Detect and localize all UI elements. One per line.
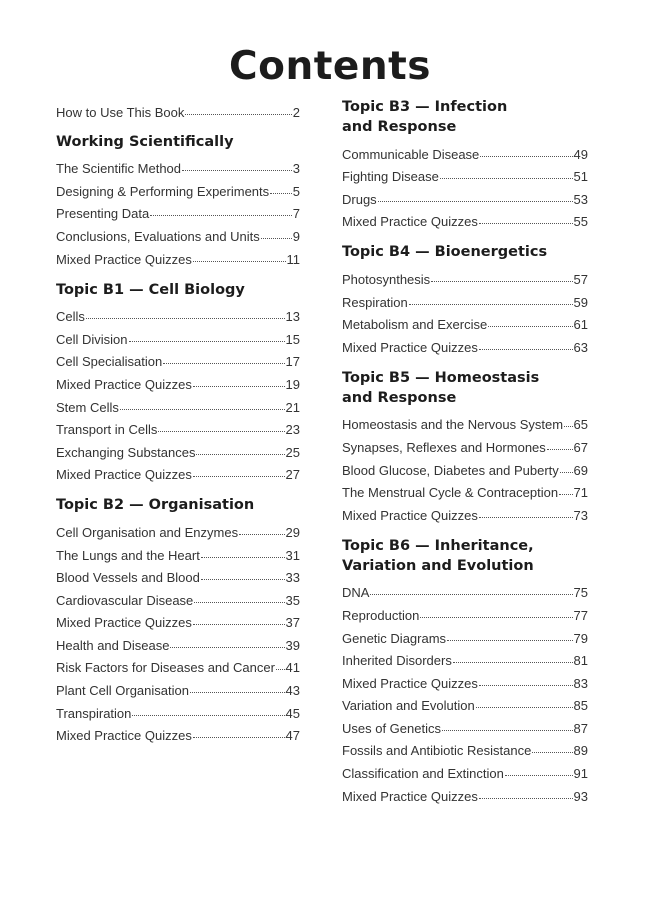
dot-leader [488, 326, 572, 327]
toc-page-number: 7 [292, 206, 300, 222]
toc-entry-label: Transpiration [56, 705, 132, 721]
toc-entry-label: Mixed Practice Quizzes [342, 214, 478, 230]
dot-leader [193, 737, 285, 738]
toc-entry-label: Transport in Cells [56, 422, 158, 438]
section-heading-line: Topic B4 — Bioenergetics [342, 244, 548, 261]
toc-entry-label: Designing & Performing Experiments [56, 183, 270, 199]
toc-page-number: 51 [573, 169, 588, 185]
toc-entry-label: Classification and Extinction [342, 766, 504, 782]
toc-page-number: 21 [285, 399, 300, 415]
toc-entry-blood-vessels-and-blood[interactable] [56, 563, 300, 586]
toc-entry-label: Mixed Practice Quizzes [56, 467, 192, 483]
toc-page-number: 77 [573, 607, 588, 623]
toc-entry-label: The Scientific Method [56, 161, 182, 177]
toc-page-number: 19 [285, 376, 300, 392]
dot-leader [547, 449, 573, 450]
toc-entry-homeostasis-and-the-nervous-system[interactable] [342, 410, 588, 433]
toc-entry-label: Presenting Data [56, 206, 150, 222]
toc-entry-exchanging-substances[interactable] [56, 437, 300, 460]
toc-entry-uses-of-genetics[interactable] [342, 713, 588, 736]
toc-page-number: 69 [573, 462, 588, 478]
dot-leader [193, 624, 285, 625]
toc-page-number: 23 [285, 422, 300, 438]
toc-entry-cells[interactable] [56, 302, 300, 325]
toc-entry-mixed-practice-quizzes[interactable] [342, 332, 588, 355]
toc-entry-cell-specialisation[interactable] [56, 347, 300, 370]
section-heading-line: Variation and Evolution [342, 557, 534, 574]
toc-entry-label: Fossils and Antibiotic Resistance [342, 743, 532, 759]
toc-page-number: 93 [573, 788, 588, 804]
toc-entry-mixed-practice-quizzes[interactable] [56, 721, 300, 744]
toc-entry-fighting-disease[interactable] [342, 162, 588, 185]
dot-leader [420, 617, 572, 618]
dot-leader [185, 114, 291, 115]
toc-entry-cardiovascular-disease[interactable] [56, 585, 300, 608]
toc-page-number: 33 [285, 570, 300, 586]
section-heading [342, 536, 588, 576]
toc-entry-label: Mixed Practice Quizzes [56, 615, 192, 631]
toc-page-number: 59 [573, 294, 588, 310]
dot-leader [129, 341, 285, 342]
dot-leader [440, 178, 573, 179]
section-heading-line: and Response [342, 119, 457, 135]
toc-entry-metabolism-and-exercise[interactable] [342, 310, 588, 333]
toc-entry-label: Metabolism and Exercise [342, 317, 488, 333]
toc-page-number: 5 [292, 183, 300, 199]
toc-page-number: 15 [285, 331, 300, 347]
toc-page-number: 91 [573, 766, 588, 782]
toc-entry-genetic-diagrams[interactable] [342, 623, 588, 646]
toc-page-number: 61 [573, 317, 588, 333]
toc-page-number: 13 [285, 309, 300, 325]
toc-entry-label: Blood Glucose, Diabetes and Puberty [342, 462, 559, 478]
toc-entry-fossils-and-antibiotic-resistance[interactable] [342, 736, 588, 759]
dot-leader [532, 752, 572, 753]
section-heading-line: and Response [342, 389, 457, 406]
dot-leader [479, 223, 573, 224]
toc-entry-label: Mixed Practice Quizzes [342, 788, 478, 804]
toc-entry-label: Mixed Practice Quizzes [56, 376, 192, 392]
toc-entry-the-menstrual-cycle-contraception[interactable] [342, 478, 588, 501]
toc-entry-plant-cell-organisation[interactable] [56, 675, 300, 698]
toc-entry-label: Uses of Genetics [342, 720, 441, 736]
dot-leader [190, 692, 285, 693]
toc-entry-label: Stem Cells [56, 399, 119, 415]
dot-leader [479, 798, 573, 799]
toc-entry-intro[interactable] [56, 97, 300, 120]
toc-entry-reproduction[interactable] [342, 600, 588, 623]
section-heading [342, 97, 588, 137]
toc-page-number: 75 [573, 585, 588, 601]
page-title: Contents [229, 44, 431, 89]
toc-entry-label: How to Use This Book [56, 104, 185, 120]
toc-entry-label: Blood Vessels and Blood [56, 570, 200, 586]
section-heading-line: Topic B3 — Infection [342, 99, 508, 115]
toc-entry-label: Cardiovascular Disease [56, 592, 194, 608]
toc-entry-label: Mixed Practice Quizzes [56, 251, 192, 267]
toc-page-number: 65 [573, 417, 588, 433]
toc-entry-label: Mixed Practice Quizzes [342, 507, 478, 523]
section-heading: Working Scientifically [56, 133, 234, 150]
section-heading: Topic B2 — Organisation [56, 497, 255, 514]
toc-page-number: 79 [573, 630, 588, 646]
toc-page-number: 49 [573, 146, 588, 162]
dot-leader [560, 472, 573, 473]
toc-page-number: 47 [285, 728, 300, 744]
toc-page-number: 63 [573, 339, 588, 355]
dot-leader [193, 386, 285, 387]
dot-leader [158, 431, 284, 432]
toc-entry-cell-division[interactable] [56, 324, 300, 347]
toc-entry-drugs[interactable] [342, 184, 588, 207]
toc-entry-label: Mixed Practice Quizzes [342, 675, 478, 691]
toc-entry-mixed-practice-quizzes[interactable] [56, 460, 300, 483]
toc-page-number: 45 [285, 705, 300, 721]
dot-leader [378, 201, 573, 202]
toc-entry-risk-factors-for-diseases-and-cancer[interactable] [56, 653, 300, 676]
toc-entry-label: Photosynthesis [342, 271, 431, 287]
toc-section [342, 536, 588, 804]
dot-leader [163, 363, 284, 364]
toc-entry-label: Plant Cell Organisation [56, 683, 189, 699]
toc-entry-label: Fighting Disease [342, 169, 439, 185]
toc-page-number: 29 [285, 524, 300, 540]
left-column [56, 97, 300, 756]
toc-page-number: 41 [285, 660, 300, 676]
dot-leader [480, 156, 572, 157]
dot-leader [201, 579, 285, 580]
toc-entry-label: Mixed Practice Quizzes [56, 728, 192, 744]
toc-entry-label: Health and Disease [56, 637, 170, 653]
toc-page-number: 71 [573, 485, 588, 501]
toc-section [56, 280, 300, 483]
toc-entry-cell-organisation-and-enzymes[interactable] [56, 517, 300, 540]
dot-leader [170, 647, 284, 648]
toc-page-number: 31 [285, 547, 300, 563]
dot-leader [194, 602, 284, 603]
toc-entry-dna[interactable] [342, 578, 588, 601]
toc-entry-mixed-practice-quizzes[interactable] [56, 608, 300, 631]
toc-entry-inherited-disorders[interactable] [342, 646, 588, 669]
dot-leader [120, 409, 285, 410]
dot-leader [193, 261, 286, 262]
toc-page-number: 25 [285, 444, 300, 460]
toc-page-number: 27 [285, 467, 300, 483]
toc-section [342, 242, 588, 354]
dot-leader [476, 707, 573, 708]
toc-entry-mixed-practice-quizzes[interactable] [342, 500, 588, 523]
toc-section [56, 132, 300, 267]
dot-leader [132, 715, 284, 716]
toc-page-number: 17 [285, 354, 300, 370]
toc-entry-health-and-disease[interactable] [56, 630, 300, 653]
toc-entry-communicable-disease[interactable] [342, 139, 588, 162]
toc-page-number: 85 [573, 698, 588, 714]
toc-page-number: 67 [573, 439, 588, 455]
section-heading-line: Topic B6 — Inheritance, [342, 537, 534, 554]
toc-entry-label: Cell Division [56, 331, 128, 347]
toc-page-number: 2 [292, 104, 300, 120]
toc-page-number: 35 [285, 592, 300, 608]
toc-page-number: 57 [573, 271, 588, 287]
toc-page-number: 55 [573, 214, 588, 230]
toc-entry-label: Mixed Practice Quizzes [342, 339, 478, 355]
toc-entry-label: The Lungs and the Heart [56, 547, 200, 563]
toc-entry-label: Cell Organisation and Enzymes [56, 524, 239, 540]
toc-entry-mixed-practice-quizzes[interactable] [342, 668, 588, 691]
toc-entry-the-scientific-method[interactable] [56, 154, 300, 177]
toc-page-number: 3 [292, 161, 300, 177]
toc-entry-label: Homeostasis and the Nervous System [342, 417, 564, 433]
dot-leader [196, 454, 284, 455]
dot-leader [201, 557, 285, 558]
toc-entry-mixed-practice-quizzes[interactable] [342, 207, 588, 230]
dot-leader [370, 594, 572, 595]
toc-entry-blood-glucose-diabetes-and-puberty[interactable] [342, 455, 588, 478]
section-heading [342, 242, 588, 262]
dot-leader [182, 170, 292, 171]
dot-leader [193, 476, 285, 477]
toc-entry-label: Cell Specialisation [56, 354, 163, 370]
toc-page-number: 73 [573, 507, 588, 523]
toc-entry-transpiration[interactable] [56, 698, 300, 721]
toc-section [342, 368, 588, 523]
section-heading [342, 368, 588, 408]
toc-entry-stem-cells[interactable] [56, 392, 300, 415]
dot-leader [150, 215, 292, 216]
section-heading: Topic B1 — Cell Biology [56, 281, 245, 298]
toc-page-number: 83 [573, 675, 588, 691]
toc-page-number: 37 [285, 615, 300, 631]
dot-leader [261, 238, 292, 239]
dot-leader [239, 534, 284, 535]
dot-leader [453, 662, 573, 663]
dot-leader [479, 685, 573, 686]
dot-leader [442, 730, 573, 731]
toc-entry-mixed-practice-quizzes[interactable] [56, 244, 300, 267]
dot-leader [505, 775, 573, 776]
dot-leader [86, 318, 285, 319]
right-column [342, 97, 588, 817]
toc-entry-label: Communicable Disease [342, 146, 480, 162]
toc-section [56, 495, 300, 743]
toc-entry-label: Exchanging Substances [56, 444, 196, 460]
toc-entry-photosynthesis[interactable] [342, 264, 588, 287]
toc-entry-label: Respiration [342, 294, 408, 310]
toc-entry-label: Genetic Diagrams [342, 630, 447, 646]
dot-leader [270, 193, 292, 194]
dot-leader [276, 669, 285, 670]
dot-leader [479, 517, 573, 518]
toc-entry-label: Variation and Evolution [342, 698, 475, 714]
toc-entry-presenting-data[interactable] [56, 199, 300, 222]
toc-page-number: 81 [573, 653, 588, 669]
toc-page-number: 11 [286, 251, 300, 267]
toc-page-number: 87 [573, 720, 588, 736]
toc-entry-label: Drugs [342, 191, 377, 207]
toc-entry-mixed-practice-quizzes[interactable] [56, 369, 300, 392]
toc-entry-conclusions-evaluations-and-units[interactable] [56, 221, 300, 244]
toc-page-number: 53 [573, 191, 588, 207]
toc-entry-label: Cells [56, 309, 85, 325]
dot-leader [564, 426, 572, 427]
toc-entry-label: Risk Factors for Diseases and Cancer [56, 660, 275, 676]
toc-entry-classification-and-extinction[interactable] [342, 758, 588, 781]
toc-page-number: 9 [292, 228, 300, 244]
toc-entry-label: Inherited Disorders [342, 653, 452, 669]
toc-entry-label: Conclusions, Evaluations and Units [56, 228, 260, 244]
toc-entry-variation-and-evolution[interactable] [342, 691, 588, 714]
dot-leader [431, 281, 572, 282]
toc-page-number: 43 [285, 683, 300, 699]
dot-leader [479, 349, 573, 350]
toc-page-number: 89 [573, 743, 588, 759]
toc-page-number: 39 [285, 637, 300, 653]
toc-entry-transport-in-cells[interactable] [56, 415, 300, 438]
toc-entry-label: Reproduction [342, 607, 420, 623]
toc-section [342, 97, 588, 229]
toc-entry-label: The Menstrual Cycle & Contraception [342, 485, 559, 501]
toc-entry-label: Synapses, Reflexes and Hormones [342, 439, 546, 455]
toc-entry-the-lungs-and-the-heart[interactable] [56, 540, 300, 563]
section-heading-line: Topic B5 — Homeostasis [342, 369, 540, 386]
toc-entry-respiration[interactable] [342, 287, 588, 310]
dot-leader [447, 640, 572, 641]
toc-entry-mixed-practice-quizzes[interactable] [342, 781, 588, 804]
dot-leader [559, 494, 572, 495]
toc-entry-label: DNA [342, 585, 370, 601]
toc-entry-synapses-reflexes-and-hormones[interactable] [342, 432, 588, 455]
toc-entry-designing-performing-experiments[interactable] [56, 176, 300, 199]
dot-leader [409, 304, 573, 305]
